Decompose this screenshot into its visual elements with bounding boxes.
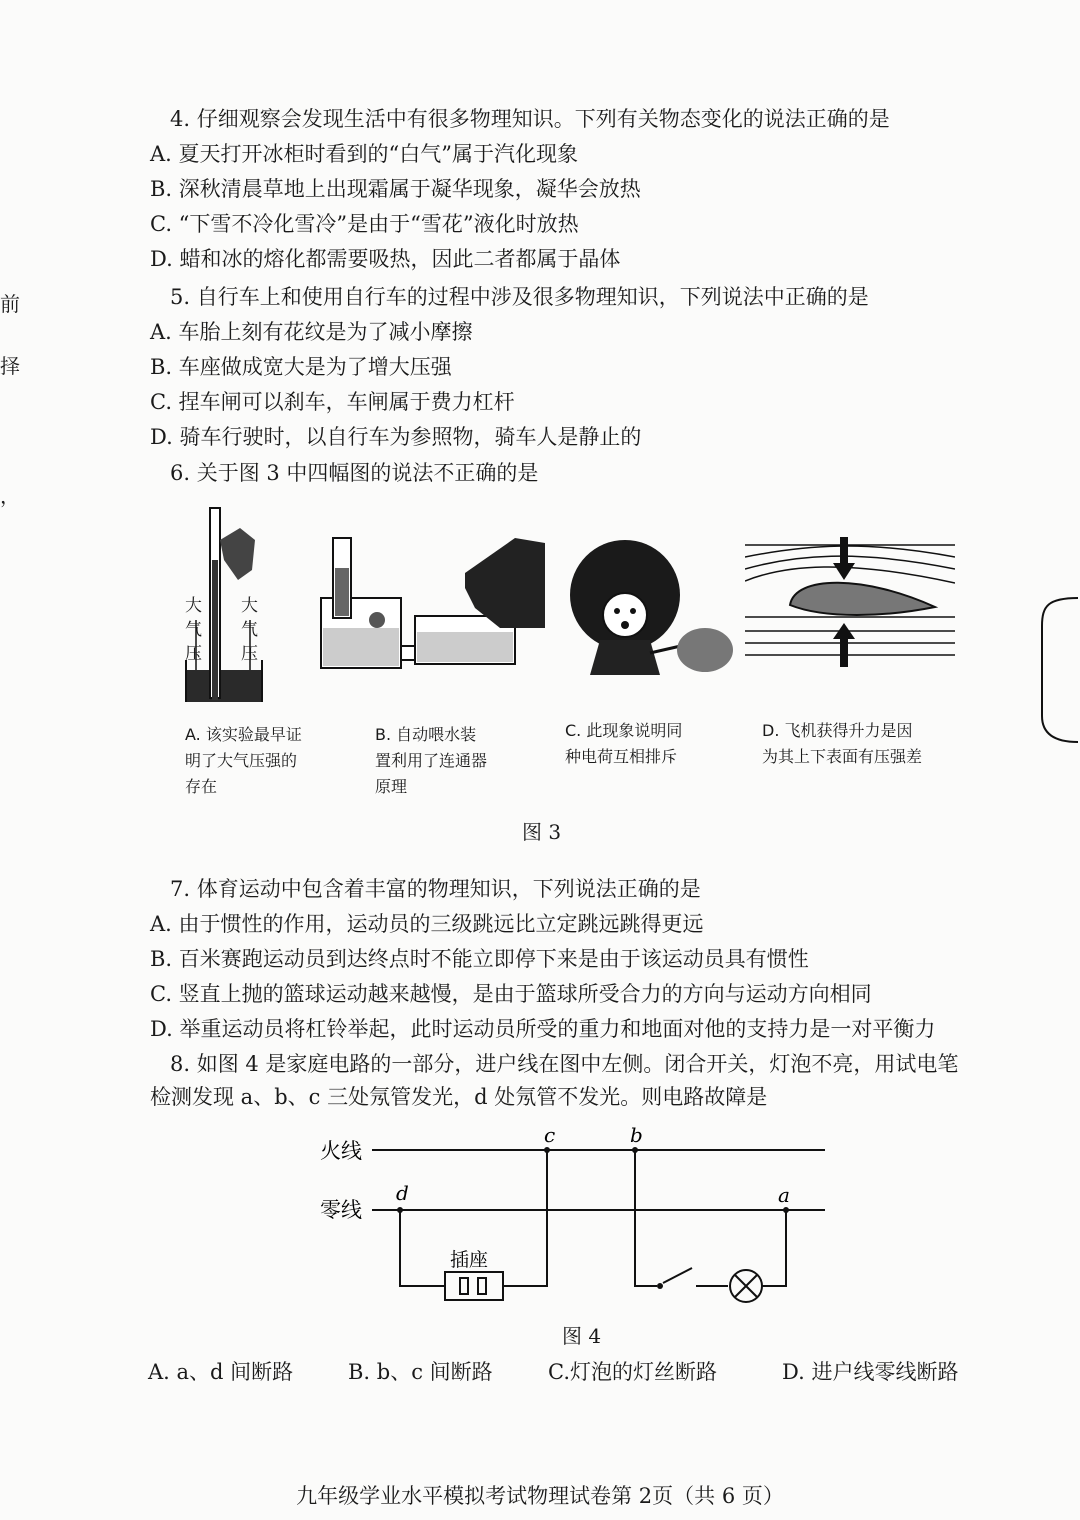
q4-stem: 4. 仔细观察会发现生活中有很多物理知识。下列有关物态变化的说法正确的是: [170, 107, 890, 131]
q7-option-c: C. 竖直上抛的篮球运动越来越慢，是由于篮球所受合力的方向与运动方向相同: [150, 982, 872, 1006]
q5-option-d: D. 骑车行驶时，以自行车为参照物，骑车人是静止的: [150, 425, 642, 449]
q7-option-b: B. 百米赛跑运动员到达终点时不能立即停下来是由于该运动员具有惯性: [150, 947, 809, 971]
fig3d-airfoil: [745, 535, 955, 670]
fig3b-water-feeder: [315, 528, 550, 673]
margin-char: 择: [0, 354, 20, 378]
q7-option-a: A. 由于惯性的作用，运动员的三级跳远比立定跳远跳得更远: [150, 912, 704, 936]
point-a-label: a: [778, 1183, 790, 1207]
point-c-label: c: [544, 1123, 556, 1147]
fig3-caption-d: D. 飞机获得升力是因 为其上下表面有压强差: [762, 721, 923, 766]
q4-option-d: D. 蜡和冰的熔化都需要吸热，因此二者都属于晶体: [150, 247, 621, 271]
q5-stem: 5. 自行车上和使用自行车的过程中涉及很多物理知识，下列说法中正确的是: [170, 285, 869, 309]
q6-stem: 6. 关于图 3 中四幅图的说法不正确的是: [170, 461, 539, 485]
q8-option-d: D. 进户线零线断路: [782, 1360, 959, 1384]
point-d-label: d: [396, 1181, 409, 1205]
q4-option-b: B. 深秋清晨草地上出现霜属于凝华现象，凝华会放热: [150, 177, 641, 201]
neutral-wire-label: 零线: [320, 1198, 362, 1222]
fig4-circuit-diagram: [300, 1120, 840, 1310]
fig3-caption-c: C. 此现象说明同 种电荷互相排斥: [565, 721, 683, 766]
fig3-caption-b: B. 自动喂水装 置利用了连通器 原理: [375, 725, 488, 796]
margin-char: ，: [0, 484, 20, 508]
fig3a-right-label: 大 气 压: [241, 596, 258, 664]
fig3-label: 图 3: [522, 820, 562, 844]
q5-option-a: A. 车胎上刻有花纹是为了减小摩擦: [150, 320, 473, 344]
page-footer: 九年级学业水平模拟考试物理试卷第 2页（共 6 页）: [296, 1484, 784, 1508]
q8-option-b: B. b、c 间断路: [348, 1360, 493, 1384]
q5-option-c: C. 捏车闸可以刹车，车闸属于费力杠杆: [150, 390, 515, 414]
q7-stem: 7. 体育运动中包含着丰富的物理知识，下列说法正确的是: [170, 877, 701, 901]
binding-edge-mark: [1038, 596, 1080, 746]
fig3-caption-a: A. 该实验最早证 明了大气压强的 存在: [185, 725, 302, 796]
fig3a-left-label: 大 气 压: [185, 596, 202, 664]
q4-option-c: C. “下雪不冷化雪冷”是由于“雪花”液化时放热: [150, 212, 579, 236]
q5-option-b: B. 车座做成宽大是为了增大压强: [150, 355, 452, 379]
live-wire-label: 火线: [320, 1139, 362, 1163]
q8-option-a: A. a、d 间断路: [148, 1360, 294, 1384]
q4-option-a: A. 夏天打开冰柜时看到的“白气”属于汽化现象: [150, 142, 578, 166]
fig3c-static-hair: [565, 535, 740, 675]
fig4-label: 图 4: [562, 1324, 602, 1348]
q7-option-d: D. 举重运动员将杠铃举起，此时运动员所受的重力和地面对他的支持力是一对平衡力: [150, 1017, 936, 1041]
point-b-label: b: [630, 1123, 643, 1147]
socket-label: 插座: [450, 1249, 489, 1271]
margin-char: 前: [0, 292, 20, 316]
q8-stem-line2: 检测发现 a、b、c 三处氖管发光，d 处氖管不发光。则电路故障是: [150, 1085, 768, 1109]
q8-option-c: C.灯泡的灯丝断路: [548, 1360, 717, 1384]
q8-stem-line1: 8. 如图 4 是家庭电路的一部分，进户线在图中左侧。闭合开关，灯泡不亮，用试电笔: [170, 1052, 959, 1076]
